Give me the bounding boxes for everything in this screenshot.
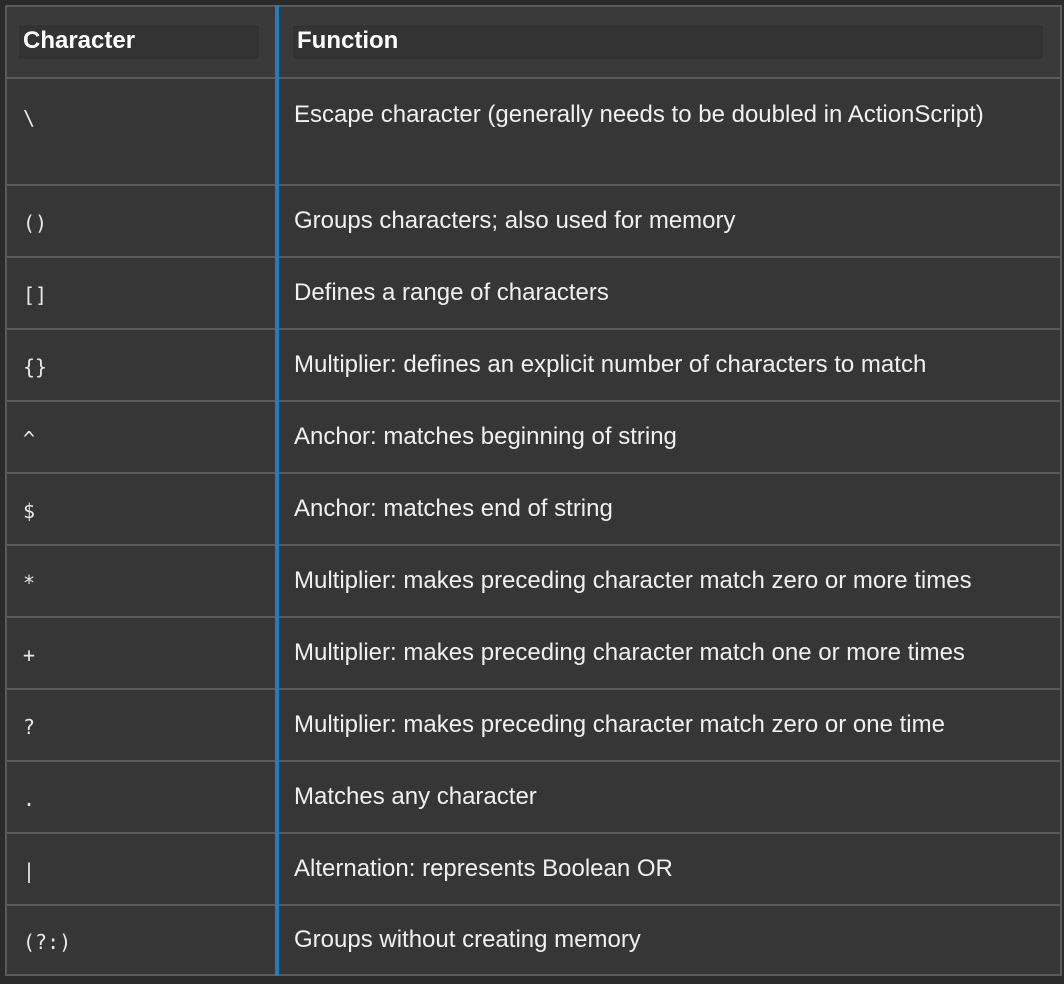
character-cell: {} (23, 355, 48, 379)
table-row (7, 330, 1060, 402)
function-cell: Defines a range of characters (294, 279, 609, 306)
regex-characters-table (5, 5, 1062, 976)
table-row (7, 834, 1060, 906)
function-cell: Anchor: matches beginning of string (294, 423, 677, 450)
table-row (7, 762, 1060, 834)
table-row (7, 618, 1060, 690)
character-cell: (?:) (23, 930, 72, 954)
character-cell: ^ (23, 427, 36, 451)
table-row (7, 402, 1060, 474)
character-cell: () (23, 211, 48, 235)
table-row (7, 186, 1060, 258)
table-row (7, 474, 1060, 546)
column-header-character: Character (19, 25, 259, 59)
table-header-row (7, 7, 1060, 79)
table-row (7, 546, 1060, 618)
character-cell: + (23, 643, 36, 667)
column-divider (275, 5, 279, 976)
function-cell: Multiplier: defines an explicit number of characters to match (294, 351, 927, 378)
function-cell: Multiplier: makes preceding character match zero or one time (294, 711, 945, 738)
function-cell: Groups characters; also used for memory (294, 207, 736, 234)
character-cell: [] (23, 283, 48, 307)
character-cell: ? (23, 715, 36, 739)
character-cell: | (23, 859, 36, 883)
table-row (7, 906, 1060, 976)
table-row (7, 258, 1060, 330)
table-row (7, 79, 1060, 186)
function-cell: Matches any character (294, 783, 537, 810)
character-cell: . (23, 787, 36, 811)
function-cell: Groups without creating memory (294, 926, 641, 953)
function-cell: Escape character (generally needs to be doubled in ActionScript) (294, 101, 984, 128)
character-cell: * (23, 571, 36, 595)
column-header-function: Function (293, 25, 1043, 59)
table-row (7, 690, 1060, 762)
function-cell: Anchor: matches end of string (294, 495, 613, 522)
function-cell: Multiplier: makes preceding character match one or more times (294, 639, 965, 666)
function-cell: Multiplier: makes preceding character match zero or more times (294, 567, 972, 594)
character-cell: $ (23, 499, 36, 523)
function-cell: Alternation: represents Boolean OR (294, 855, 673, 882)
character-cell: \ (23, 106, 36, 130)
